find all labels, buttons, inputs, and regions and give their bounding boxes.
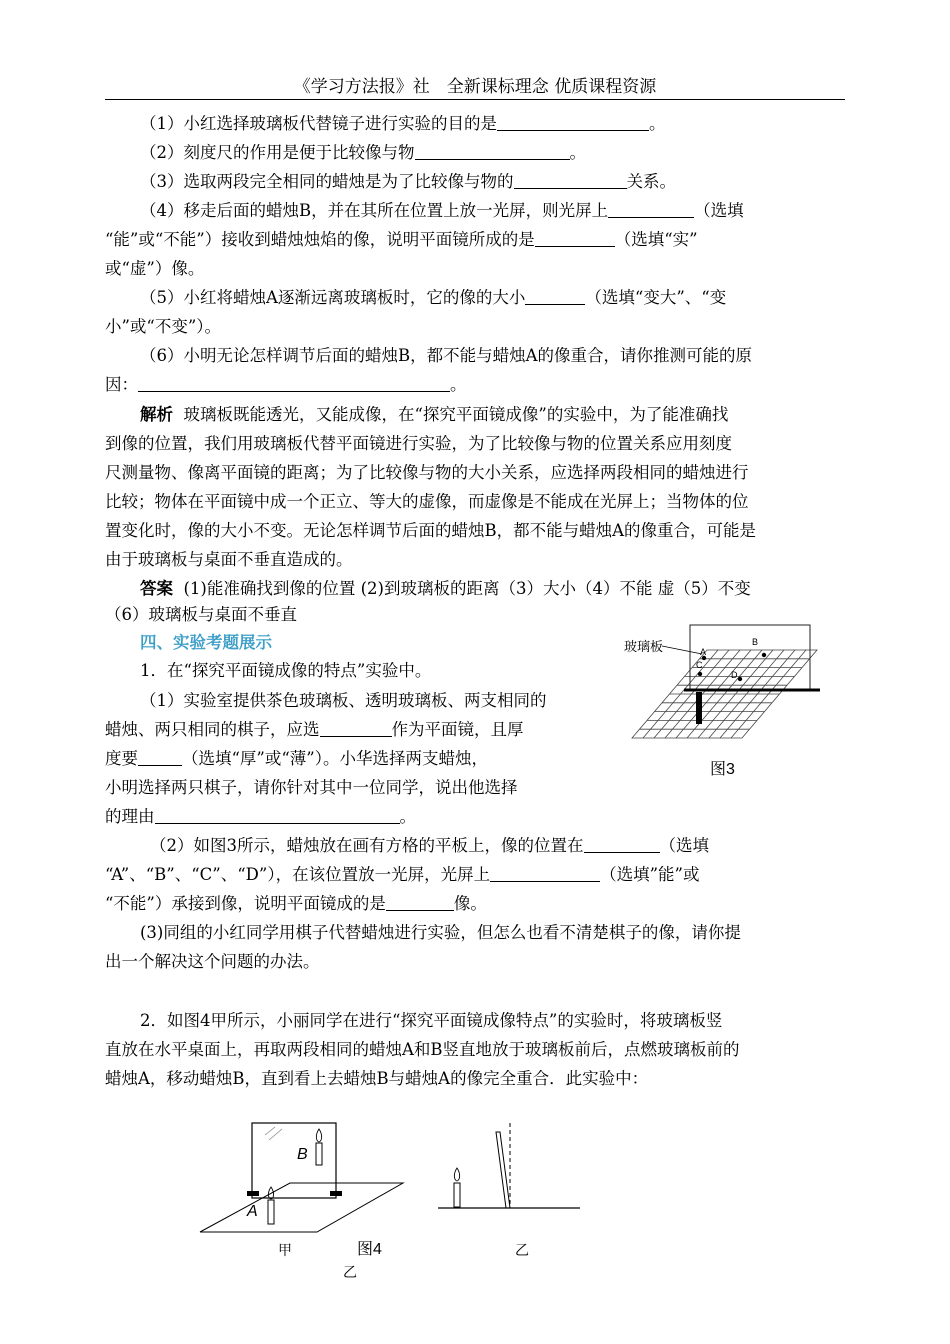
fig4-yi-label-2: 乙 [343, 1265, 357, 1281]
figure-4-yi [430, 1120, 590, 1220]
question-1 [140, 113, 666, 135]
question-3-text: （3）选取两段完全相同的蜡烛是为了比较像与物的 [140, 172, 514, 191]
figure-4-jia [195, 1115, 435, 1245]
problem-1-s1-line-2 [105, 719, 524, 741]
p1-text: 作为平面镜，且厚 [391, 720, 524, 739]
fig3-grid [632, 650, 817, 738]
end-mark: 。 [399, 807, 416, 826]
problem-1-s1-line-3 [105, 748, 488, 770]
answer-line-1 [140, 578, 751, 600]
fig4-glass [252, 1123, 336, 1198]
p1-text: “A”、“B”、“C”、“D”），在该位置放一光屏，光屏上 [105, 865, 491, 884]
question-4-text: （4）移走后面的蜡烛B，并在其所在位置上放一光屏，则光屏上 [140, 201, 609, 220]
fig3-label-d: D [731, 670, 738, 680]
problem-1-s2-line-3 [105, 893, 487, 915]
blank-p1-6[interactable] [386, 894, 454, 911]
analysis-line-4: 比较；物体在平面镜中成一个正立、等大的虚像，而虚像是不能成在光屏上；当物体的位 [105, 492, 749, 511]
fig3-pointer [662, 646, 702, 654]
question-1-text: （1）小红选择玻璃板代替镜子进行实验的目的是 [140, 114, 497, 133]
problem-2-line-2: 直放在水平桌面上，再取两段相同的蜡烛A和B竖直地放于玻璃板前后，点燃玻璃板前的 [105, 1040, 740, 1059]
problem-1-s1-line-4: 小明选择两只棋子，请你针对其中一位同学，说出他选择 [105, 778, 518, 797]
question-5 [140, 287, 726, 309]
question-6-cont [105, 374, 467, 396]
problem-1-s1-line-1: （1）实验室提供茶色玻璃板、透明玻璃板、两支相同的 [140, 691, 547, 710]
problem-1-s2-line-1 [150, 835, 709, 857]
blank-p1-3[interactable] [155, 807, 400, 824]
problem-2-line-1: 2．如图4甲所示，小丽同学在进行“探究平面镜成像特点”的实验时，将玻璃板竖 [140, 1011, 723, 1030]
fig4-yi-flame [454, 1168, 459, 1181]
answer-line-2: （6）玻璃板与桌面不垂直 [105, 605, 297, 624]
blank-1[interactable] [497, 114, 649, 131]
p1-text: （2）如图3所示，蜡烛放在画有方格的平板上，像的位置在 [150, 836, 584, 855]
question-2 [140, 142, 586, 164]
analysis-line-3: 尺测量物、像离平面镜的距离；为了比较像与物的大小关系，应选择两段相同的蜡烛进行 [105, 463, 749, 482]
analysis-text: 玻璃板既能透光，又能成像，在“探究平面镜成像”的实验中，为了能准确找 [183, 405, 729, 424]
fig3-label-b: B [752, 637, 759, 647]
fig4-jia-label: 甲 [278, 1243, 292, 1259]
fig4-candle-b [316, 1143, 322, 1165]
fig4-yi-candle [454, 1183, 460, 1207]
fig4-label-a: A [247, 1203, 258, 1220]
end-mark: 。 [649, 114, 666, 133]
fig3-caption: 图3 [710, 761, 735, 778]
page-header: 《学习方法报》社 全新课标理念 优质课程资源 [293, 77, 657, 97]
blank-p1-5[interactable] [490, 865, 600, 882]
question-6-text: 因： [105, 375, 138, 394]
problem-1-s3-line-2: 出一个解决这个问题的办法。 [105, 952, 320, 971]
answer-text: (1)能准确找到像的位置 (2)到玻璃板的距离（3）大小（4）不能 虚（5）不变 [183, 579, 751, 598]
fig3-label-c: C [696, 660, 703, 670]
question-5-text: （5）小红将蜡烛A逐渐远离玻璃板时，它的像的大小 [140, 288, 526, 307]
question-2-text: （2）刻度尺的作用是便于比较像与物 [140, 143, 415, 162]
p1-text: 蜡烛、两只相同的棋子，应选 [105, 720, 320, 739]
blank-4a[interactable] [608, 201, 694, 218]
analysis-line-2: 到像的位置，我们用玻璃板代替平面镜进行实验，为了比较像与物的位置关系应用刻度 [105, 434, 732, 453]
question-5-cont: 小”或“不变”）。 [105, 317, 222, 336]
p1-text: （选填“厚”或“薄”）。小华选择两支蜡烛， [182, 749, 488, 768]
question-4-cont [105, 229, 698, 251]
blank-p1-2[interactable] [138, 749, 182, 766]
problem-1-s3-line-1: (3)同组的小红同学用棋子代替蜡烛进行实验，但怎么也看不清楚棋子的像，请你提 [140, 923, 741, 942]
question-4-text-2: “能”或“不能”）接收到蜡烛烛焰的像，说明平面镜所成的是 [105, 230, 535, 249]
analysis-line-5: 置变化时，像的大小不变。无论怎样调节后面的蜡烛B，都不能与蜡烛A的像重合，可能是 [105, 521, 757, 540]
p1-text: （选填”能”或 [600, 865, 700, 884]
blank-5[interactable] [525, 288, 585, 305]
question-6: （6）小明无论怎样调节后面的蜡烛B，都不能与蜡烛A的像重合，请你推测可能的原 [140, 346, 753, 365]
section-title: 四、实验考题展示 [140, 633, 272, 652]
blank-4b[interactable] [535, 230, 615, 247]
fig3-point-c [698, 672, 702, 676]
question-4-hint: （选填 [694, 201, 744, 220]
blank-p1-1[interactable] [320, 720, 392, 737]
fig4-label-b: B [297, 1146, 308, 1163]
blank-p1-4[interactable] [584, 836, 660, 853]
fig3-candle [696, 692, 702, 724]
blank-6[interactable] [138, 375, 450, 392]
analysis-line-6: 由于玻璃板与桌面不垂直造成的。 [105, 550, 353, 569]
question-3-tail: 关系。 [626, 172, 676, 191]
problem-1-s2-line-2 [105, 864, 699, 886]
question-5-hint: （选填“变大”、“变 [585, 288, 727, 307]
fig3-glass-label: 玻璃板 [624, 640, 664, 655]
answer-label: 答案 [140, 579, 173, 598]
problem-1-title: 1．在“探究平面镜成像的特点”实验中。 [140, 661, 432, 680]
blank-2[interactable] [415, 143, 570, 160]
fig4-flame-b [316, 1129, 321, 1142]
p1-text: 度要 [105, 749, 138, 768]
question-4-hint-2: （选填“实” [614, 230, 698, 249]
problem-1-s1-line-5 [105, 806, 416, 828]
question-4 [140, 200, 744, 222]
blank-3[interactable] [514, 172, 627, 189]
p1-text: 的理由 [105, 807, 155, 826]
end-mark: 。 [450, 375, 467, 394]
fig4-candle-a [268, 1200, 274, 1224]
analysis-label: 解析 [140, 405, 173, 424]
header-rule [105, 99, 845, 100]
problem-2-line-3: 蜡烛A，移动蜡烛B，直到看上去蜡烛B与蜡烛A的像完全重合．此实验中： [105, 1069, 649, 1088]
fig4-tilted-glass [496, 1132, 510, 1208]
fig3-point-d [738, 677, 742, 681]
p1-text: “不能”）承接到像，说明平面镜成的是 [105, 894, 386, 913]
fig4-yi-label: 乙 [515, 1243, 529, 1259]
fig4-caption: 图4 [357, 1241, 382, 1258]
question-3 [140, 171, 676, 193]
analysis-line-1 [140, 404, 728, 426]
question-4-end: 或“虚”）像。 [105, 259, 205, 278]
fig3-point-b [762, 653, 766, 657]
fig4-table [200, 1183, 403, 1232]
p1-text: 像。 [453, 894, 487, 913]
end-mark: 。 [569, 143, 586, 162]
fig3-label-a: A [700, 647, 707, 657]
p1-text: （选填 [659, 836, 709, 855]
